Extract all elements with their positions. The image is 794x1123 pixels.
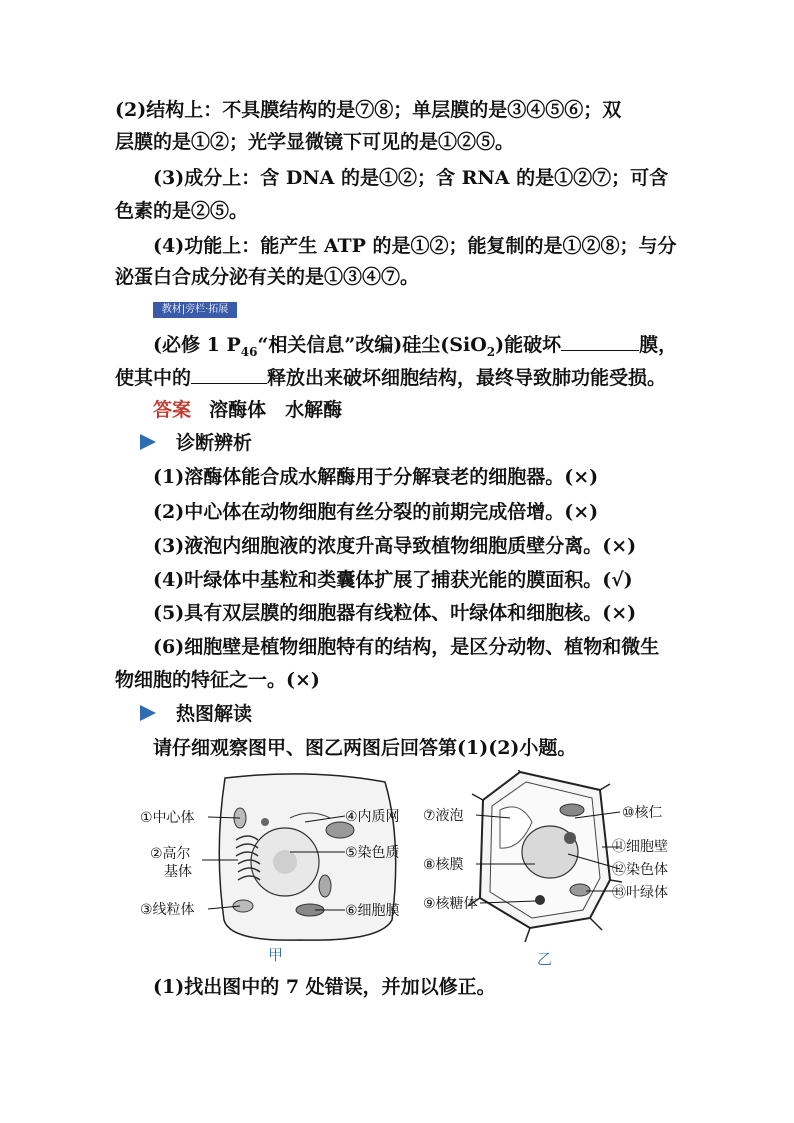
caption-b: 乙 <box>537 950 553 968</box>
label-cell-wall: ⑪细胞壁 <box>612 839 668 855</box>
label-cell-membrane: ⑥细胞膜 <box>345 903 400 919</box>
plant-cell <box>468 770 622 942</box>
question-line-2: 使其中的 释放出来破坏细胞结构，最终导致肺功能受损。 <box>115 363 685 393</box>
judgement-3: (3)液泡内细胞液的浓度升高导致植物细胞质壁分离。(×) <box>153 535 637 557</box>
answer-line: 答案 溶酶体 水解酶 <box>153 399 343 421</box>
judgement-6: (6)细胞壁是植物细胞特有的结构，是区分动物、植物和微生 <box>153 636 660 658</box>
answer-key: 答案 <box>153 399 192 421</box>
text-line: 色素的是②⑤。 <box>115 200 249 222</box>
label-vacuole: ⑦液泡 <box>423 808 464 824</box>
text-line: (3)成分上：含 DNA 的是①②；含 RNA 的是①②⑦；可含 <box>153 167 669 189</box>
blank-1[interactable] <box>561 330 639 351</box>
label-golgi-1: ②高尔 <box>150 846 191 862</box>
caption-a: 甲 <box>268 946 284 964</box>
textbook-tag: 教材|旁栏·拓展 <box>153 302 237 318</box>
label-centrosome: ①中心体 <box>140 810 195 826</box>
text-line: 泌蛋白合成分泌有关的是①③④⑦。 <box>115 266 420 288</box>
text-line: (4)功能上：能产生 ATP 的是①②；能复制的是①②⑧；与分 <box>153 235 677 257</box>
intro-line: 请仔细观察图甲、图乙两图后回答第(1)(2)小题。 <box>153 737 577 759</box>
question-line-1: (必修 1 $P_{46}“$相关信息”改编)硅尘(SiO$_2$)能破坏 膜， <box>153 330 723 367</box>
section-hot-figure: 热图解读 <box>140 699 252 729</box>
label-chromosome: ⑫染色体 <box>612 862 668 878</box>
judgement-1: (1)溶酶体能合成水解酶用于分解衰老的细胞器。(×) <box>153 466 599 488</box>
text-line: (2)结构上：不具膜结构的是⑦⑧；单层膜的是③④⑤⑥；双 <box>115 99 622 121</box>
label-chromatin: ⑤染色质 <box>345 845 400 861</box>
label-chloroplast: ⑬叶绿体 <box>612 885 668 901</box>
judgement-4: (4)叶绿体中基粒和类囊体扩展了捕获光能的膜面积。(√) <box>153 569 633 591</box>
judgement-6b: 物细胞的特征之一。(×) <box>115 669 320 691</box>
label-golgi-2: 基体 <box>164 864 192 880</box>
arrow-icon <box>140 434 156 450</box>
label-nucleolus: ⑩核仁 <box>622 805 663 821</box>
cell-figure <box>140 770 685 970</box>
section-diagnose: 诊断辨析 <box>140 428 252 458</box>
final-question: (1)找出图中的 7 处错误，并加以修正。 <box>153 976 496 998</box>
blank-2[interactable] <box>191 363 267 384</box>
label-ribosome: ⑨核糖体 <box>423 896 478 912</box>
label-nuclear-envelope: ⑧核膜 <box>423 857 464 873</box>
label-mitochondria: ③线粒体 <box>140 902 195 918</box>
arrow-icon <box>140 705 156 721</box>
judgement-5: (5)具有双层膜的细胞器有线粒体、叶绿体和细胞核。(×) <box>153 602 637 624</box>
label-er: ④内质网 <box>345 809 400 825</box>
text-line: 层膜的是①②；光学显微镜下可见的是①②⑤。 <box>115 131 515 153</box>
judgement-2: (2)中心体在动物细胞有丝分裂的前期完成倍增。(×) <box>153 501 599 523</box>
